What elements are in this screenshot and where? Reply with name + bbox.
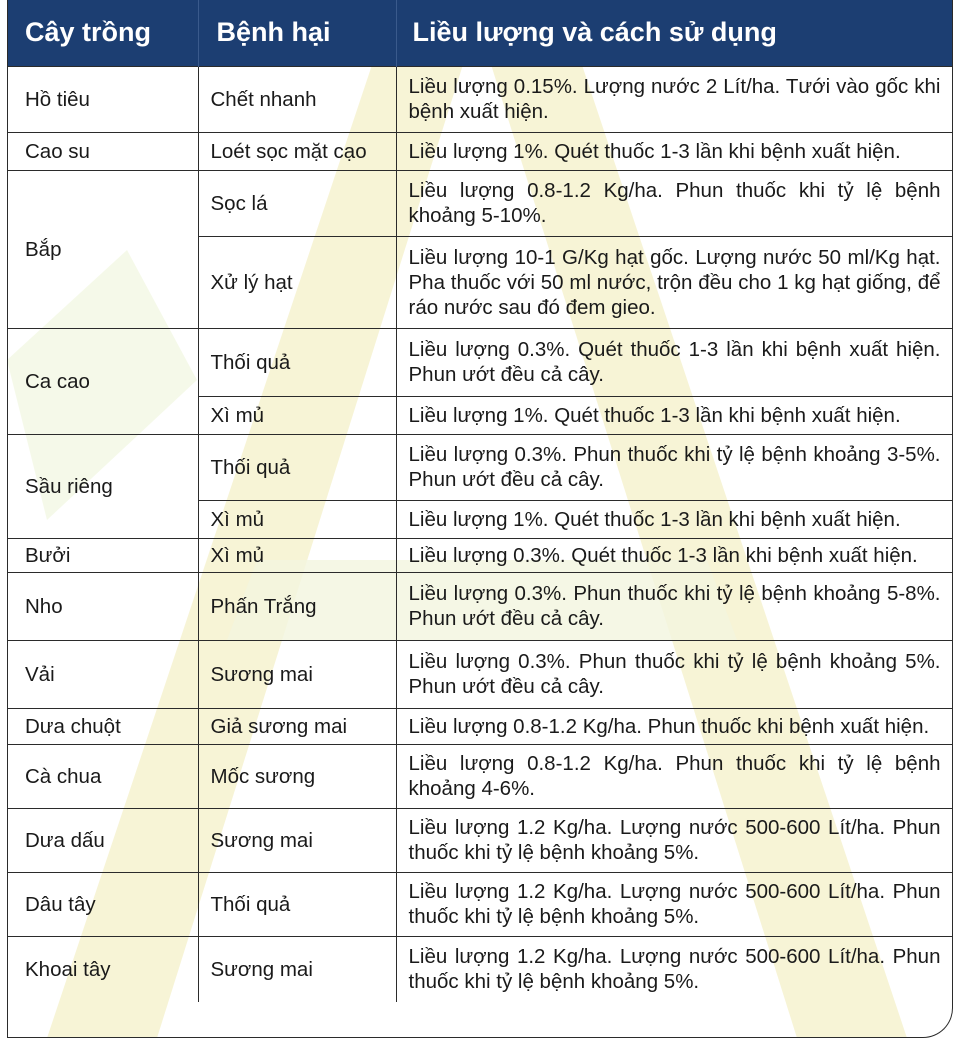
usage-cell: Liều lượng 1%. Quét thuốc 1-3 lần khi bệnh xuất hiện. xyxy=(396,132,953,170)
usage-cell: Liều lượng 1.2 Kg/ha. Lượng nước 500-600 Lít/ha. Phun thuốc khi tỷ lệ bệnh khoảng 5%. xyxy=(396,808,953,872)
header-crop: Cây trồng xyxy=(7,0,198,66)
usage-cell: Liều lượng 1%. Quét thuốc 1-3 lần khi bệnh xuất hiện. xyxy=(396,500,953,538)
disease-cell: Thối quả xyxy=(198,434,396,500)
table-row xyxy=(7,538,953,572)
disease-cell: Xì mủ xyxy=(198,538,396,572)
usage-cell: Liều lượng 0.3%. Phun thuốc khi tỷ lệ bệnh khoảng 3-5%. Phun ướt đều cả cây. xyxy=(396,434,953,500)
table-row xyxy=(7,132,953,170)
disease-cell: Loét sọc mặt cạo xyxy=(198,132,396,170)
crop-cell: Hồ tiêu xyxy=(7,66,198,132)
crop-cell: Nho xyxy=(7,572,198,640)
crop-cell: Dưa chuột xyxy=(7,708,198,744)
table-row xyxy=(7,708,953,744)
usage-cell: Liều lượng 0.3%. Quét thuốc 1-3 lần khi bệnh xuất hiện. Phun ướt đều cả cây. xyxy=(396,328,953,396)
table-header-row xyxy=(7,0,953,66)
disease-cell: Chết nhanh xyxy=(198,66,396,132)
crop-cell: Dưa dấu xyxy=(7,808,198,872)
usage-cell: Liều lượng 1.2 Kg/ha. Lượng nước 500-600 Lít/ha. Phun thuốc khi tỷ lệ bệnh khoảng 5%. xyxy=(396,936,953,1002)
crop-cell: Cao su xyxy=(7,132,198,170)
usage-cell: Liều lượng 0.3%. Quét thuốc 1-3 lần khi bệnh xuất hiện. xyxy=(396,538,953,572)
table-row xyxy=(7,640,953,708)
disease-cell: Sọc lá xyxy=(198,170,396,236)
disease-cell: Phấn Trắng xyxy=(198,572,396,640)
table-row xyxy=(7,170,953,236)
table-row xyxy=(7,66,953,132)
crop-cell: Sầu riêng xyxy=(7,434,198,538)
usage-cell: Liều lượng 0.8-1.2 Kg/ha. Phun thuốc khi tỷ lệ bệnh khoảng 4-6%. xyxy=(396,744,953,808)
dosage-table xyxy=(7,0,953,1002)
crop-cell: Bưởi xyxy=(7,538,198,572)
crop-cell: Vải xyxy=(7,640,198,708)
disease-cell: Xì mủ xyxy=(198,396,396,434)
usage-cell: Liều lượng 0.3%. Phun thuốc khi tỷ lệ bệnh khoảng 5%. Phun ướt đều cả cây. xyxy=(396,640,953,708)
usage-cell: Liều lượng 0.15%. Lượng nước 2 Lít/ha. Tưới vào gốc khi bệnh xuất hiện. xyxy=(396,66,953,132)
table-row xyxy=(7,572,953,640)
crop-cell: Bắp xyxy=(7,170,198,328)
header-disease: Bệnh hại xyxy=(198,0,396,66)
disease-cell: Sương mai xyxy=(198,936,396,1002)
table-row xyxy=(7,872,953,936)
usage-cell: Liều lượng 0.3%. Phun thuốc khi tỷ lệ bệnh khoảng 5-8%. Phun ướt đều cả cây. xyxy=(396,572,953,640)
disease-cell: Mốc sương xyxy=(198,744,396,808)
usage-cell: Liều lượng 10-1 G/Kg hạt gốc. Lượng nước 50 ml/Kg hạt. Pha thuốc với 50 ml nước, trộn đều cho 1 kg hạt giống, để ráo nước sau đó đem gieo. xyxy=(396,236,953,328)
header-usage: Liều lượng và cách sử dụng xyxy=(396,0,953,66)
table-row xyxy=(7,808,953,872)
disease-cell: Giả sương mai xyxy=(198,708,396,744)
table-frame xyxy=(7,0,953,1038)
disease-cell: Sương mai xyxy=(198,808,396,872)
disease-cell: Thối quả xyxy=(198,872,396,936)
usage-cell: Liều lượng 0.8-1.2 Kg/ha. Phun thuốc khi tỷ lệ bệnh khoảng 5-10%. xyxy=(396,170,953,236)
disease-cell: Xử lý hạt xyxy=(198,236,396,328)
disease-cell: Thối quả xyxy=(198,328,396,396)
crop-cell: Dâu tây xyxy=(7,872,198,936)
usage-cell: Liều lượng 1%. Quét thuốc 1-3 lần khi bệnh xuất hiện. xyxy=(396,396,953,434)
usage-cell: Liều lượng 0.8-1.2 Kg/ha. Phun thuốc khi bệnh xuất hiện. xyxy=(396,708,953,744)
table-row xyxy=(7,936,953,1002)
usage-cell: Liều lượng 1.2 Kg/ha. Lượng nước 500-600 Lít/ha. Phun thuốc khi tỷ lệ bệnh khoảng 5%. xyxy=(396,872,953,936)
table-row xyxy=(7,744,953,808)
crop-cell: Cà chua xyxy=(7,744,198,808)
crop-cell: Khoai tây xyxy=(7,936,198,1002)
disease-cell: Xì mủ xyxy=(198,500,396,538)
table-row xyxy=(7,434,953,500)
disease-cell: Sương mai xyxy=(198,640,396,708)
crop-cell: Ca cao xyxy=(7,328,198,434)
table-row xyxy=(7,328,953,396)
